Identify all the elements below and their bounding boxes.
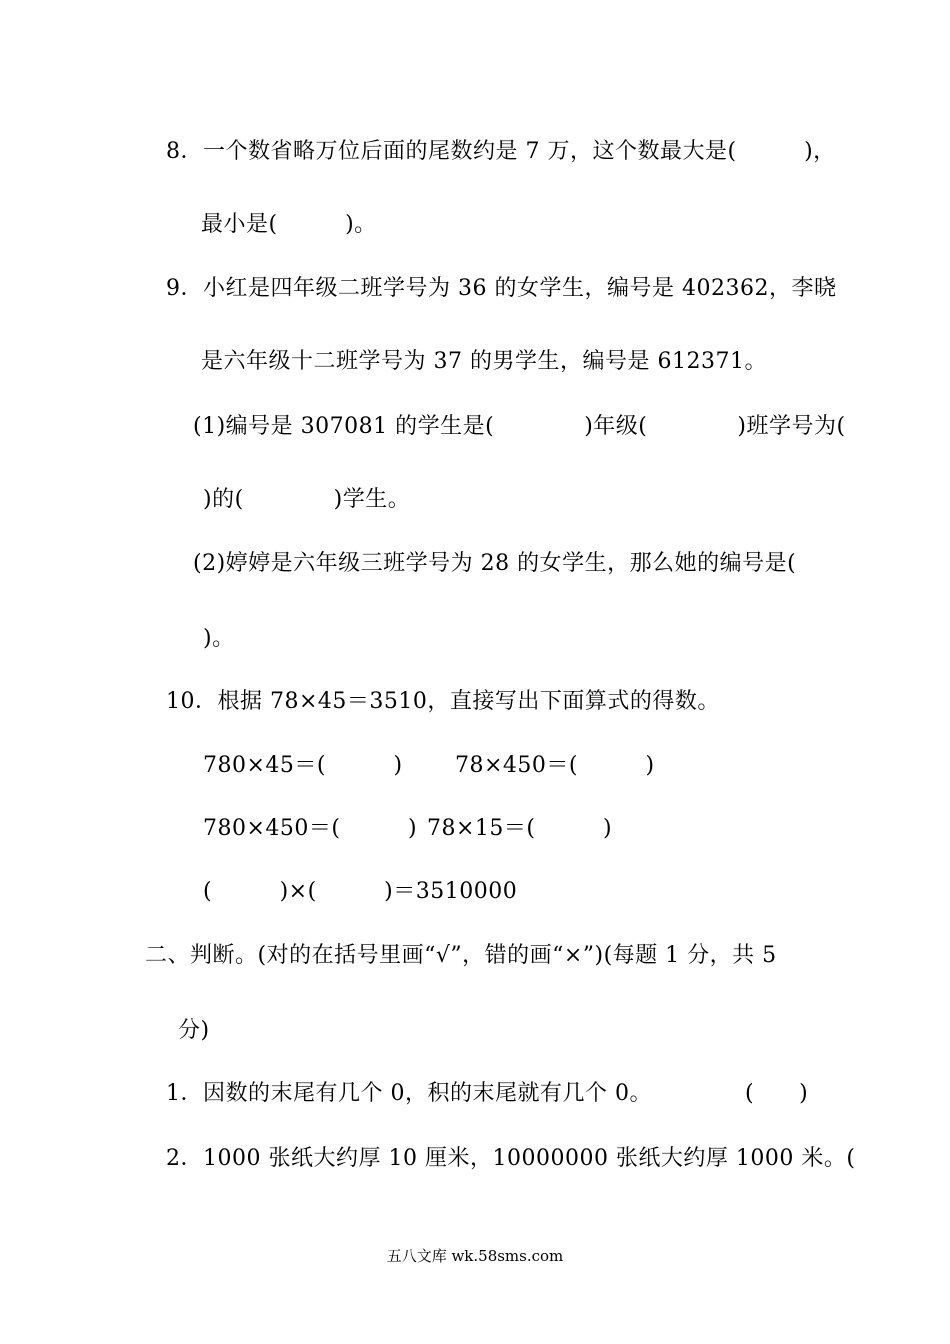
question-10-expression-3: 780×450＝( ): [203, 816, 418, 841]
question-10-expression-1: 780×45＝( ): [203, 753, 403, 778]
question-10-expression-4: 78×15＝( ): [427, 816, 613, 841]
footer-watermark: 五八文库 wk.58sms.com: [386, 1247, 564, 1265]
question-10-expression-5: ( )×( )＝3510000: [203, 879, 518, 904]
question-8-line-1: 8．一个数省略万位后面的尾数约是 7 万，这个数最大是( )，: [166, 139, 836, 164]
judgment-item-1-answer-bracket: ( ): [745, 1081, 809, 1106]
question-9-sub2-line-1: (2)婷婷是六年级三班学号为 28 的女学生，那么她的编号是(: [193, 551, 797, 576]
judgment-item-1: 1．因数的末尾有几个 0，积的末尾就有几个 0。: [166, 1081, 652, 1106]
judgment-item-2: 2．1000 张纸大约厚 10 厘米，10000000 张纸大约厚 1000 米。(: [166, 1146, 856, 1171]
question-9-line-1: 9．小红是四年级二班学号为 36 的女学生，编号是 402362，李晓: [166, 276, 837, 301]
question-9-line-2: 是六年级十二班学号为 37 的男学生，编号是 612371。: [201, 349, 767, 374]
section-2-heading-line-2: 分): [178, 1018, 210, 1043]
question-9-sub2-line-2: )。: [203, 626, 235, 651]
question-10-expression-2: 78×450＝( ): [455, 753, 655, 778]
question-9-sub1-line-1: (1)编号是 307081 的学生是( )年级( )班学号为(: [193, 414, 846, 439]
question-9-sub1-line-2: )的( )学生。: [203, 487, 411, 512]
question-10-line-1: 10．根据 78×45＝3510，直接写出下面算式的得数。: [166, 689, 720, 714]
question-8-line-2: 最小是( )。: [201, 212, 377, 237]
section-2-heading-line-1: 二、判断。(对的在括号里画“√”，错的画“×”)(每题 1 分，共 5: [145, 943, 777, 968]
